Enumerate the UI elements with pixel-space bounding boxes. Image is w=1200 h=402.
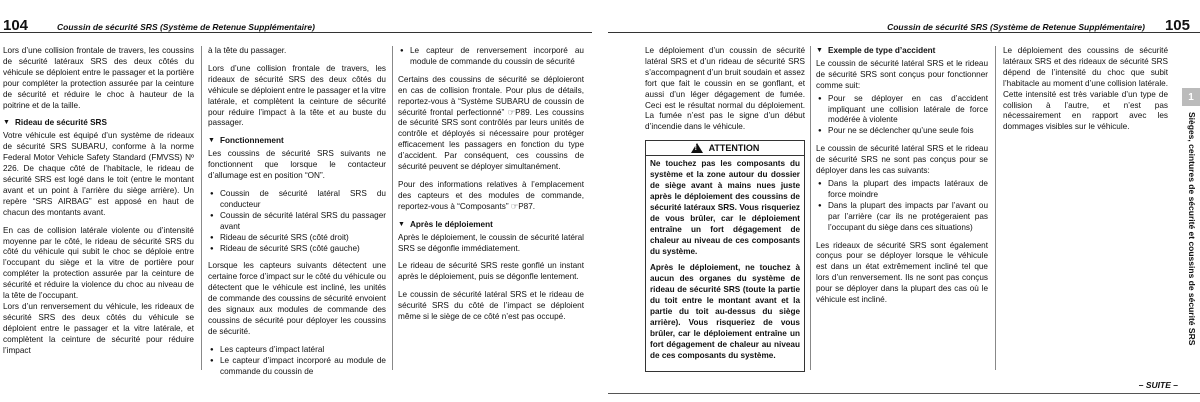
- attention-header: [646, 141, 804, 156]
- footer-rule: [608, 393, 1200, 394]
- list-item: ● Les capteurs d’impact latéral: [208, 345, 386, 356]
- warning-icon: !: [691, 143, 703, 153]
- bullet-list: [816, 179, 988, 234]
- left-header: [0, 6, 592, 40]
- paragraph: Le coussin de sécurité latéral SRS et le rideau de sécurité SRS sont conçus pour fonctionner comme suit:: [816, 58, 988, 90]
- chapter-tab: 1: [1182, 88, 1200, 106]
- bullet-list: [816, 94, 988, 138]
- right-column-3: [1003, 46, 1168, 140]
- section-heading: ▼ Après le déploiement: [398, 220, 584, 231]
- left-page: [0, 0, 592, 402]
- column-divider: [995, 46, 996, 370]
- paragraph: Votre véhicule est équipé d’un système de rideaux de sécurité SRS SUBARU, conforme à la norme Federal Motor Vehicle Safety Standard (FMVSS) Nº 226. De chaque côté de l’habitacle, le rideau de sécurité SRS est logé dans le toit (entre le montant avant et un point à l’arrière du siège arrière). Un repère “SRS AIRBAG” est apposé en haut de chacun des montants avant.: [3, 131, 194, 217]
- attention-title: ATTENTION: [708, 142, 760, 153]
- list-item: ● Pour se déployer en cas d’accident impliquant une collision latérale de force modérée à violente: [816, 94, 988, 127]
- attention-paragraph: Après le déploiement, ne touchez à aucun des organes du système de rideau de sécurité SRS (toute la partie du toit entre le montant avant et la partie du toit au-dessus du siège arrière). Vous risqueriez de vous brûler, car le déploiement entraîne un fort dégagement de chaleur au niveau de ces composants du système.: [650, 263, 800, 360]
- column-divider: [392, 46, 393, 370]
- bullet-list: [208, 345, 386, 378]
- attention-box: [645, 140, 805, 371]
- right-header: [608, 6, 1200, 40]
- attention-body: [646, 156, 804, 370]
- paragraph: Le coussin de sécurité latéral SRS et le rideau de sécurité SRS ne sont pas conçus pour se déployer dans les cas suivants:: [816, 144, 988, 176]
- list-item: ● Coussin de sécurité latéral SRS du passager avant: [208, 211, 386, 233]
- section-heading: ▼ Exemple de type d’accident: [816, 46, 988, 57]
- attention-paragraph: Ne touchez pas les composants du système et la zone autour du dossier de siège avant à mains nues juste après le déploiement des coussins de sécurité latéraux SRS. Vous risqueriez de vous brûler, car le déploiement entraîne un fort dégagement de chaleur au niveau de ces composants du système.: [650, 159, 800, 256]
- paragraph: Les coussins de sécurité SRS suivants ne fonctionnent que lorsque le contacteur d’allumage est en position “ON”.: [208, 149, 386, 181]
- paragraph: Lorsque les capteurs suivants détectent une certaine force d’impact sur le côté du véhicule ou détectent que le véhicule est incliné, les unités de commande des coussins de sécurité envoient des signaux aux modules de commande des coussins de sécurité pour déployer les coussins de sécurité.: [208, 261, 386, 336]
- page-number: 104: [3, 17, 29, 34]
- bullet-list: [398, 46, 584, 68]
- paragraph: Lors d’une collision frontale de travers, les coussins de sécurité latéraux SRS des deux côtés du véhicule se déploient entre le passager et la portière pour compléter la protection assurée par la ceinture de sécurité et réduire le choc à hauteur de la poitrine et de la taille.: [3, 46, 194, 110]
- section-heading: ▼ Rideau de sécurité SRS: [3, 118, 194, 129]
- paragraph: Après le déploiement, le coussin de sécurité latéral SRS se dégonfle immédiatement.: [398, 232, 584, 253]
- column-divider: [810, 46, 811, 370]
- chapter-title-vertical: [1183, 112, 1197, 352]
- header-title: Coussin de sécurité SRS (Système de Retenue Supplémentaire): [887, 22, 1145, 32]
- list-item: ● Coussin de sécurité latéral SRS du conducteur: [208, 189, 386, 211]
- section-heading: ▼ Fonctionnement: [208, 136, 386, 147]
- paragraph: à la tête du passager.: [208, 46, 287, 55]
- left-column-3: [398, 46, 584, 330]
- header-rule: [0, 32, 592, 33]
- left-column-1: [3, 46, 194, 363]
- paragraph: Le rideau de sécurité SRS reste gonflé un instant après le déploiement, puis se dégonfle lentement.: [398, 261, 584, 282]
- list-item: ● Dans la plupart des impacts latéraux de force moindre: [816, 179, 988, 201]
- right-page: [608, 0, 1200, 402]
- column-divider: [201, 46, 202, 370]
- header-rule: [608, 32, 1200, 33]
- paragraph: Pour des informations relatives à l’emplacement des capteurs et des modules de commande, reportez-vous à “Composants” ☞P87.: [398, 179, 584, 211]
- list-item: ● Pour ne se déclencher qu’une seule fois: [816, 126, 988, 137]
- right-column-2: [816, 46, 988, 313]
- paragraph: En cas de collision latérale violente ou d’intensité moyenne par le côté, le rideau de sécurité SRS du côté du véhicule qui subit le choc se déploie entre l’occupant du siège et la vitre de portière pour compléter la protection assurée par la ceinture de sécurité et réduire la violence du choc au niveau de la tête de l’occupant.: [3, 225, 194, 301]
- page-number: 105: [1164, 17, 1190, 34]
- list-item: ● Rideau de sécurité SRS (côté droit): [208, 233, 386, 244]
- list-item: ● Le capteur d’impact incorporé au module de commande du coussin de: [208, 356, 386, 378]
- header-title: Coussin de sécurité SRS (Système de Retenue Supplémentaire): [57, 22, 315, 32]
- paragraph: Lors d’une collision frontale de travers, les rideaux de sécurité SRS des deux côtés du véhicule se déploient entre le passager et la vitre latérale, et complètent la ceinture de sécurité pour réduire l’impact à la tête et au buste du passager.: [208, 63, 386, 128]
- right-column-1: [645, 46, 805, 376]
- list-item: ● Le capteur de renversement incorporé au module de commande du coussin de sécurité: [398, 46, 584, 68]
- chapter-title: Sièges, ceintures de sécurité et coussins de sécurité SRS: [1187, 112, 1197, 346]
- paragraph: Les rideaux de sécurité SRS sont également conçus pour se déployer lorsque le véhicule est dans un état extrêmement incliné tel que lors d’un renversement. Ils ne sont pas conçus pour se déployer dans la plupart des cas où le véhicule est incliné.: [816, 240, 988, 305]
- paragraph: Lors d’un renversement du véhicule, les rideaux de sécurité SRS des deux côtés du véhicule se déploient entre le passager et la vitre latérale, et complètent la ceinture de sécurité pour réduire l’impact: [3, 301, 194, 355]
- continued-label: – SUITE –: [1138, 380, 1178, 390]
- list-item: ● Dans la plupart des impacts par l’avant ou par l’arrière (car ils ne protégeraient pas l’occupant du siège dans ces situations): [816, 201, 988, 234]
- bullet-list: [208, 189, 386, 254]
- paragraph: Le coussin de sécurité latéral SRS et le rideau de sécurité SRS du côté de l’impact se déploient même si le siège de ce côté n’est pas occupé.: [398, 290, 584, 322]
- list-item: ● Rideau de sécurité SRS (côté gauche): [208, 244, 386, 255]
- paragraph: Certains des coussins de sécurité se déploieront en cas de collision frontale. Pour plus de détails, reportez-vous à “Système SUBARU de coussin de sécurité frontal perfectionné” ☞P89. Les coussins de sécurité SRS sont contrôlés par leurs unités de contrôle et déployés si nécessaire pour protéger efficacement les passagers en fonction du type d’accident. Par conséquent, ces coussins de sécurité peuvent se déployer simultanément.: [398, 74, 584, 172]
- paragraph: Le déploiement des coussins de sécurité latéraux SRS et des rideaux de sécurité SRS dépend de l’intensité du choc que subit l’habitacle au moment d’une collision latérale. Cette intensité est très variable d’un type de collision à l’autre, et n’est pas nécessairement en rapport avec les dommages visibles sur le véhicule.: [1003, 46, 1168, 132]
- paragraph: Le déploiement d’un coussin de sécurité latéral SRS et d’un rideau de sécurité SRS s’accompagnent d’un bruit soudain et assez fort que fait le coussin en se gonflant, et aussi d’un léger dégagement de fumée. Ceci est le résultat normal du déploiement. La fumée n’est pas le signe d’un début d’incendie dans le véhicule.: [645, 46, 805, 132]
- left-column-2: [208, 46, 386, 384]
